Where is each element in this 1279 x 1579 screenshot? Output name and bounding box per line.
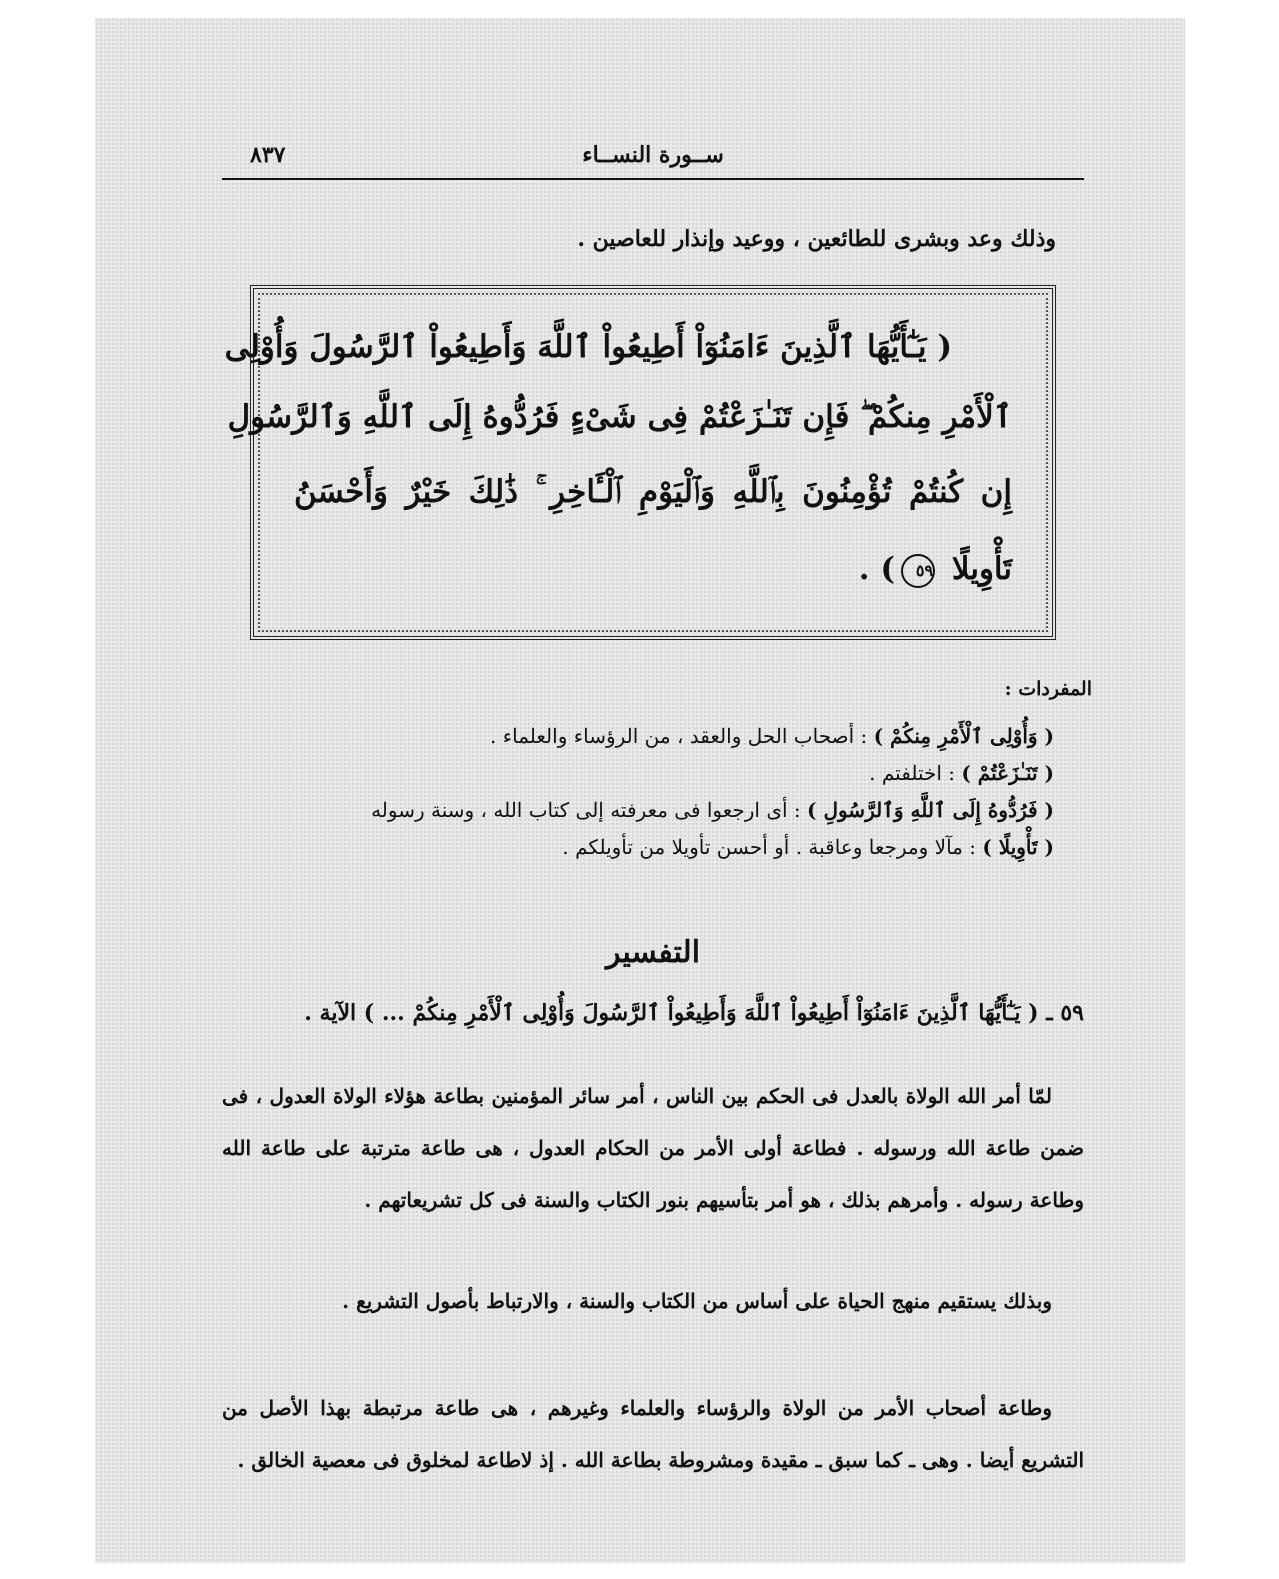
vocabulary-term: ( فَرُدُّوهُ إِلَى ٱللَّهِ وَٱلرَّسُولِ ) [807, 798, 1054, 822]
tafsir-paragraph: لمّا أمر الله الولاة بالعدل فى الحكم بين الناس ، أمر سائر المؤمنين بطاعة هؤلاء الولاة العدول ، فى ضمن طاعة الله ورسوله . فطاعة أولى الأمر من الحكام العدول ، هى طاعة مترتبة على طاعة الله وطاعة رسوله . وأمرهم بذلك ، هو أمر بتأسيهم بنور الكتاب والسنة فى كل تشريعاتهم . [222, 1084, 1084, 1212]
vocabulary-term: ( وَأُوْلِى ٱلْأَمْرِ مِنكُمْ ) [873, 724, 1054, 748]
vocabulary-definition: : مآلا ومرجعا وعاقبة . أو أحسن تأويلا من تأويلكم . [562, 835, 983, 859]
verse-line-final [294, 551, 1012, 588]
vocabulary-definition: : أى ارجعوا فى معرفته إلى كتاب الله ، وسنة رسوله [371, 798, 808, 822]
vocabulary-item [222, 755, 1054, 792]
verse-reference: ٥٩ ـ ( يَـٰٓأَيُّهَا ٱلَّذِينَ ءَامَنُوٓاْ أَطِيعُواْ ٱللَّهَ وَأَطِيعُواْ ٱلرَّسُولَ وَأُوْلِى ٱلْأَمْرِ مِنكُمْ ... ) الآية . [304, 1000, 1084, 1026]
tafsir-heading: التفسير [605, 935, 701, 970]
vocabulary-term: ( تَنَـٰزَعْتُمْ ) [961, 761, 1054, 785]
vocabulary-item [222, 718, 1054, 755]
tafsir-paragraph: وطاعة أصحاب الأمر من الولاة والرؤساء والعلماء وغيرهم ، هى طاعة مرتبطة بهذا الأصل من التشريع أيضا . وهى ـ كما سبق ـ مقيدة ومشروطة بطاعة الله . إذ لاطاعة لمخلوق فى معصية الخالق . [222, 1396, 1084, 1472]
tafsir-paragraph: وبذلك يستقيم منهج الحياة على أساس من الكتاب والسنة ، والارتباط بأصول التشريع . [342, 1289, 1052, 1313]
vocabulary-item [222, 829, 1054, 866]
verse-line: ٱلْأَمْرِ مِنكُمْ ۖ فَإِن تَنَـٰزَعْتُمْ فِى شَىْءٍ فَرُدُّوهُ إِلَى ٱللَّهِ وَٱلرَّسُولِ [227, 399, 1012, 435]
surah-title: ســورة النســاء [582, 142, 724, 168]
ayah-number-marker: ٥٩ [901, 554, 935, 588]
vocabulary-definition: : اختلفتم . [869, 761, 962, 785]
verse-closing: ) . [858, 551, 896, 587]
intro-text: وذلك وعد وبشرى للطائعين ، ووعيد وإنذار للعاصين . [577, 226, 1056, 252]
vocabulary-heading: المفردات : [1004, 678, 1092, 700]
verse-line: ( يَـٰٓأَيُّهَا ٱلَّذِينَ ءَامَنُوٓاْ أَطِيعُواْ ٱللَّهَ وَأَطِيعُواْ ٱلرَّسُولَ وَأُوْلِى [224, 329, 952, 365]
vocabulary-item [222, 792, 1054, 829]
vocabulary-definition: : أصحاب الحل والعقد ، من الرؤساء والعلماء . [490, 724, 874, 748]
quran-verse-frame [224, 285, 1056, 640]
verse-line: إِن كُنتُمْ تُؤْمِنُونَ بِٱللَّهِ وَٱلْيَوْمِ ٱلْـَٔاخِرِ ۚ ذَٰلِكَ خَيْرٌ وَأَحْسَنُ [294, 474, 1012, 510]
book-page [222, 140, 1092, 1550]
vocabulary-list [222, 718, 1084, 866]
page-number: ٨٣٧ [250, 142, 286, 168]
vocabulary-term: ( تَأْوِيلًا ) [982, 835, 1054, 859]
verse-line-text: تَأْوِيلًا [951, 551, 1012, 587]
page-header [222, 140, 1084, 180]
